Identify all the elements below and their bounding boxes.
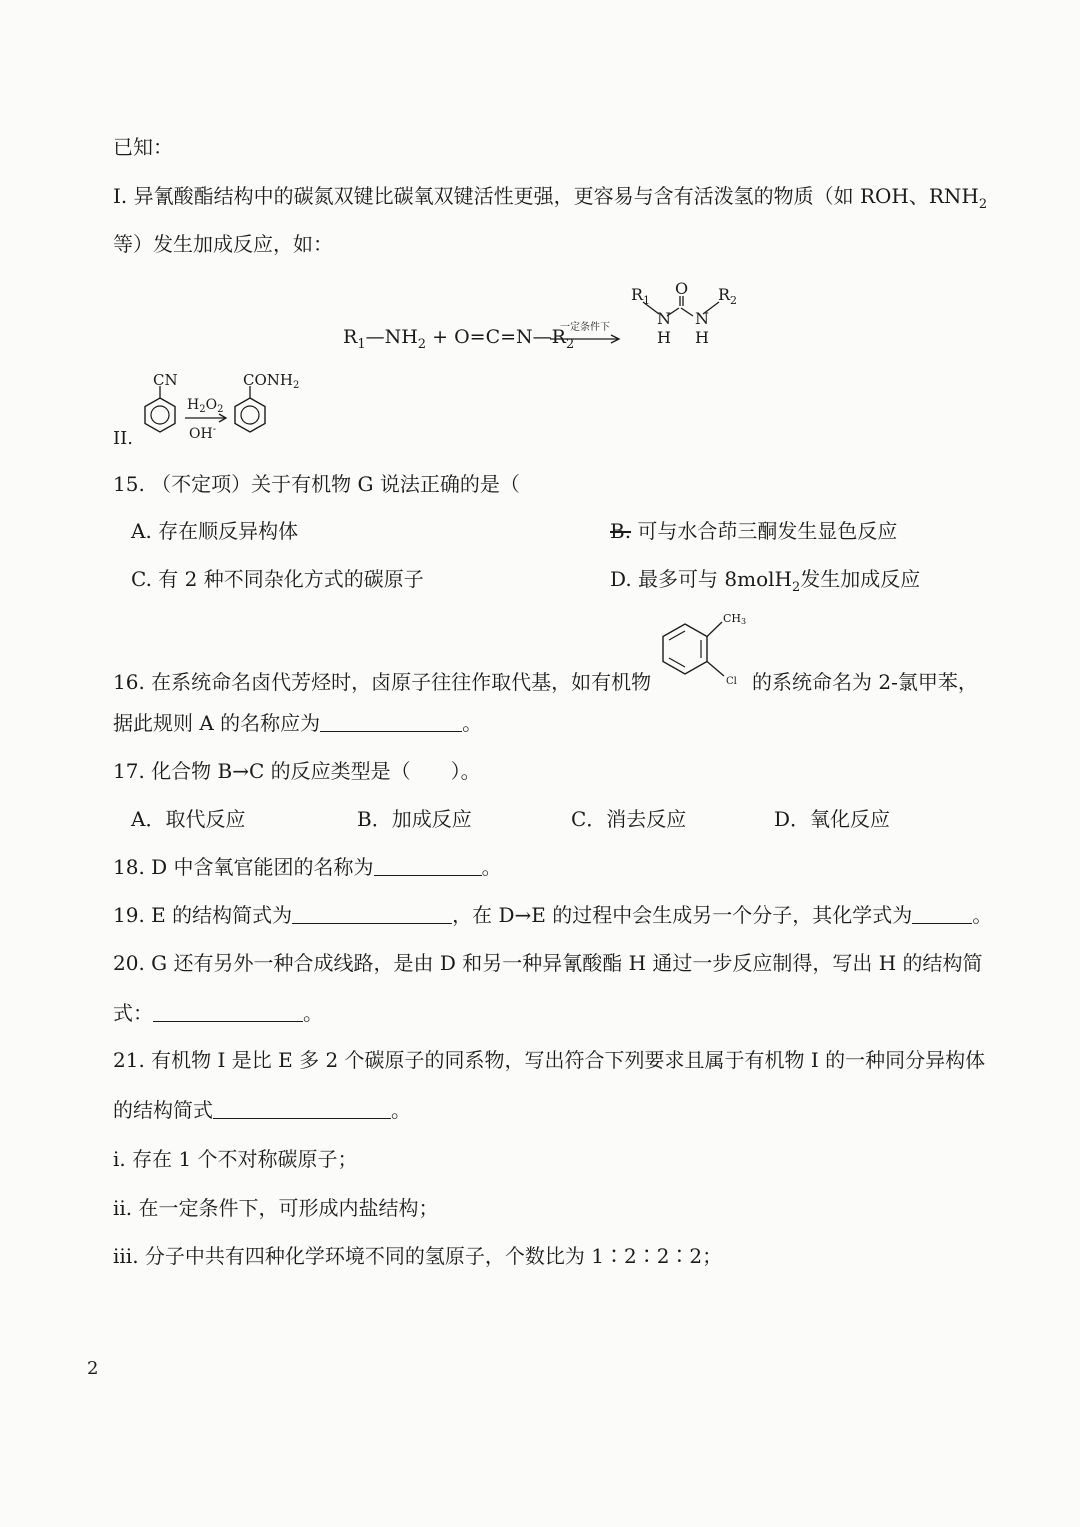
q20-line1: 20. G 还有另外一种合成线路，是由 D 和另一种异氰酸酯 H 通过一步反应制得，写出 H 的结构简 <box>113 951 983 975</box>
q19-structure-blank[interactable] <box>292 905 452 924</box>
reaction1-reactants: $R_1—NH_2$ + $O=C=N—R_2$ <box>343 326 575 352</box>
q16-answer-blank[interactable] <box>320 713 462 732</box>
reaction2-scheme <box>135 368 305 448</box>
q20-line2: 式： 。 <box>113 1001 323 1025</box>
q19-line: 19. E 的结构简式为 ，在 D→E 的过程中会生成另一个分子，其化学式为 。 <box>113 903 993 927</box>
urea-o-label: O <box>675 280 689 298</box>
benzonitrile-structure <box>145 371 178 432</box>
q15-stem: 15. （不定项）关于有机物 G 说法正确的是（ <box>113 472 520 496</box>
rule1-line1: I. 异氰酸酯结构中的碳氮双键比碳氧双键活性更强，更容易与含有活泼氢的物质（如 ROH、$RNH_2$ <box>113 184 988 212</box>
methyl-label: CH3 <box>723 612 747 626</box>
q17-option-c: C．消去反应 <box>571 807 687 831</box>
urea-product-structure <box>625 280 740 350</box>
q21-line1: 21. 有机物 I 是比 E 多 2 个碳原子的同系物，写出符合下列要求且属于有机物 I 的一种同分异构体 <box>113 1048 986 1072</box>
q17-option-a: A．取代反应 <box>131 807 246 831</box>
q21-condition-i: i. 存在 1 个不对称碳原子； <box>113 1147 358 1171</box>
urea-n1-label: N <box>657 309 671 328</box>
reaction1-arrow <box>548 333 623 345</box>
chlorotoluene-structure <box>650 608 750 698</box>
q19-formula-blank[interactable] <box>912 905 972 924</box>
q16-line1-post: 的系统命名为 2-氯甲苯， <box>752 670 978 694</box>
q17-option-b: B．加成反应 <box>357 807 472 831</box>
q15-option-c: C. 有 2 种不同杂化方式的碳原子 <box>131 567 424 591</box>
chloro-label: Cl <box>726 676 737 687</box>
q21-line2: 的结构简式 。 <box>113 1098 411 1122</box>
q21-answer-blank[interactable] <box>213 1100 391 1119</box>
nitrile-group-label: CN <box>153 371 178 389</box>
amide-group-label: $CONH_2$ <box>243 371 300 391</box>
urea-n2-label: N <box>695 309 709 328</box>
urea-h1-label: H <box>657 328 671 347</box>
urea-r1-label: $R_1$ <box>631 285 651 307</box>
benzamide-structure <box>235 371 299 432</box>
q21-condition-iii: iii. 分子中共有四种化学环境不同的氢原子，个数比为 1∶2∶2∶2； <box>113 1244 723 1268</box>
urea-r2-label: $R_2$ <box>718 285 738 307</box>
page-number: 2 <box>87 1358 99 1379</box>
q16-line2: 据此规则 A 的名称应为 。 <box>113 711 483 735</box>
reagent-oh-label: OH- <box>189 424 217 442</box>
reaction1-condition: 一定条件下 <box>560 322 610 333</box>
q15-option-b: B. 可与水合茚三酮发生显色反应 <box>610 519 898 543</box>
q15-option-d: D. 最多可与 8molH$_2$发生加成反应 <box>610 567 921 595</box>
known-heading: 已知： <box>113 135 173 159</box>
q20-answer-blank[interactable] <box>153 1003 303 1022</box>
q17-stem: 17. 化合物 B→C 的反应类型是（ ）。 <box>113 759 481 783</box>
q18-line: 18. D 中含氧官能团的名称为 。 <box>113 855 502 879</box>
rule1-line2: 等）发生加成反应，如： <box>113 232 333 256</box>
reagent-h2o2-label: $H_2O_2$ <box>187 397 224 415</box>
q16-line1-pre: 16. 在系统命名卤代芳烃时，卤原子往往作取代基，如有机物 <box>113 670 652 694</box>
q21-condition-ii: ii. 在一定条件下，可形成内盐结构； <box>113 1196 439 1220</box>
q15-option-a: A. 存在顺反异构体 <box>131 519 299 543</box>
rule2-label: II. <box>113 428 133 449</box>
urea-h2-label: H <box>695 328 709 347</box>
q17-option-d: D．氧化反应 <box>774 807 891 831</box>
q18-answer-blank[interactable] <box>374 857 482 876</box>
